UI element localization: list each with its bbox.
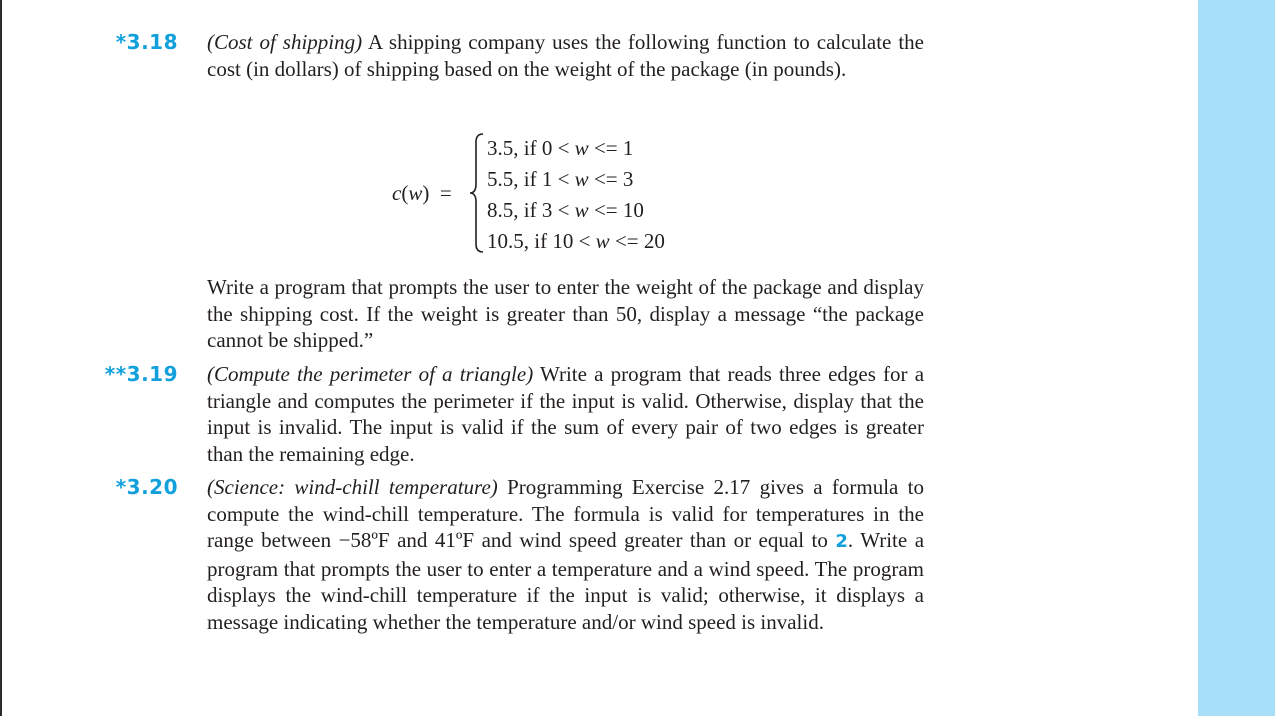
exercise-number-3-19: **3.19 bbox=[104, 362, 178, 386]
code-value: 2 bbox=[835, 531, 848, 553]
exercise-3-19-text: (Compute the perimeter of a triangle) Write a program that reads three edges for a triangle and computes the perimeter if the input is valid. Otherwise, display that the input is invalid. The input is valid if the sum of every pair of two edges is greater than the remaining edge. bbox=[207, 362, 925, 466]
exercise-number-3-20: *3.20 bbox=[115, 475, 178, 499]
exercise-3-20-title: (Science: wind-chill temperature) bbox=[207, 475, 498, 499]
formula-lhs: c(w) = bbox=[392, 181, 452, 205]
formula-case-2: 5.5, if 1 < w <= 3 bbox=[487, 167, 634, 191]
formula-case-4: 10.5, if 10 < w <= 20 bbox=[487, 229, 665, 253]
exercise-3-20-text: (Science: wind-chill temperature) Programming Exercise 2.17 gives a formula to compute the wind-chill temperature. The formula is valid for temperatures in the range between −58ºF and 41ºF and wind speed greater than or equal to 2. Write a program that prompts the user to enter a temperature and a wind speed. The program displays the wind-chill temperature if the input is valid; otherwise, it displays a message indicating whether the temperature and/or wind speed is invalid. bbox=[207, 475, 925, 634]
exercise-number-3-18: *3.18 bbox=[115, 30, 178, 54]
exercise-3-18-followup: Write a program that prompts the user to enter the weight of the package and display the shipping cost. If the weight is greater than 50, display a message “the package cannot be shipped.” bbox=[207, 275, 924, 353]
right-margin-band bbox=[1198, 0, 1275, 716]
left-page-border bbox=[0, 0, 2, 716]
exercise-3-19-title: (Compute the perimeter of a triangle) bbox=[207, 362, 534, 386]
exercise-3-18-text: (Cost of shipping) A shipping company uses the following function to calculate the cost (in dollars) of shipping based on the weight of the package (in pounds). bbox=[207, 30, 924, 81]
left-brace-icon bbox=[468, 132, 486, 254]
exercise-3-18-title: (Cost of shipping) bbox=[207, 30, 363, 54]
formula-case-1: 3.5, if 0 < w <= 1 bbox=[487, 136, 634, 160]
formula-case-3: 8.5, if 3 < w <= 10 bbox=[487, 198, 644, 222]
